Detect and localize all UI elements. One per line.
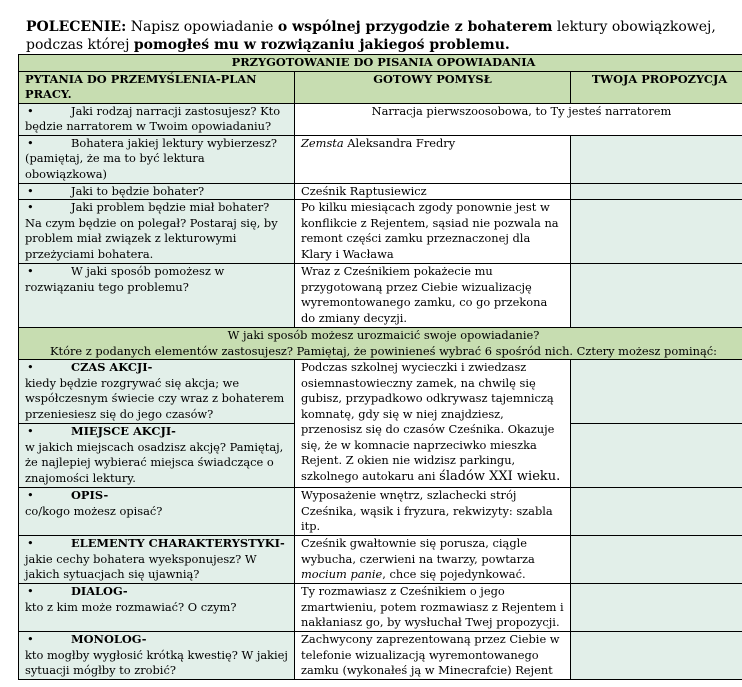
question-cell: • Jaki problem będzie miał bohater? Na czym będzie on polegał? Postaraj się, by problem miał związek z lekturowymi przeżyciami bohatera. xyxy=(19,200,295,264)
table-row xyxy=(19,536,742,584)
element-cell-description: • OPIS- co/kogo możesz opisać? xyxy=(19,488,295,536)
proposal-cell[interactable] xyxy=(571,360,742,424)
proposal-cell[interactable] xyxy=(571,135,742,183)
proposal-cell[interactable] xyxy=(571,536,742,584)
element-cell-place: • MIEJSCE AKCJI- w jakich miejscach osadzisz akcję? Pamiętaj, że najlepiej wybierać miejsca świadczące o znajomości lektury. xyxy=(19,424,295,488)
table-row xyxy=(19,632,742,680)
idea-cell: Zachwycony zaprezentowaną przez Ciebie w telefonie wizualizacją wyremontowanego zamku (wykonałeś ją w Minecrafcie) Rejent xyxy=(295,632,571,680)
proposal-cell[interactable] xyxy=(571,183,742,200)
header-questions: PYTANIA DO PRZEMYŚLENIA-PLAN PRACY. xyxy=(19,71,295,103)
idea-cell: Narracja pierwszoosobowa, to Ty jesteś narratorem xyxy=(295,103,742,135)
question-cell: • Jaki rodzaj narracji zastosujesz? Kto będzie narratorem w Twoim opowiadaniu? xyxy=(19,103,295,135)
question-cell: • Jaki to będzie bohater? xyxy=(19,183,295,200)
idea-cell: Zemsta Aleksandra Fredry xyxy=(295,135,571,183)
idea-cell: Cześnik Raptusiewicz xyxy=(295,183,571,200)
table-row xyxy=(19,488,742,536)
preparation-table xyxy=(18,54,742,680)
table-row xyxy=(19,103,742,135)
idea-cell: Ty rozmawiasz z Cześnikiem o jego zmartwieniu, potem rozmawiasz z Rejentem i nakłaniasz go, by wysłuchał Twej propozycji. xyxy=(295,584,571,632)
proposal-cell[interactable] xyxy=(571,200,742,264)
element-cell-characteristics: • ELEMENTY CHARAKTERYSTYKI- jakie cechy bohatera wyeksponujesz? W jakich sytuacjach się ujawnią? xyxy=(19,536,295,584)
header-ready-idea: GOTOWY POMYSŁ xyxy=(295,71,571,103)
table-row xyxy=(19,135,742,183)
table-title: PRZYGOTOWANIE DO PISANIA OPOWIADANIA xyxy=(19,55,742,72)
header-your-proposal: TWOJA PROPOZYCJA xyxy=(571,71,742,103)
table-row xyxy=(19,200,742,264)
section-header: W jaki sposób możesz urozmaicić swoje opowiadanie? Które z podanych elementów zastosujesz? Pamiętaj, że powinieneś wybrać 6 spośród nich. Cztery możesz pominąć: xyxy=(19,328,742,360)
proposal-cell[interactable] xyxy=(571,632,742,680)
table-row xyxy=(19,584,742,632)
assignment-instruction: POLECENIE: Napisz opowiadanie o wspólnej przygodzie z bohaterem lektury obowiązkowej, podczas której pomogłeś mu w rozwiązaniu jakiegoś problemu. xyxy=(26,19,716,53)
question-cell: • W jaki sposób pomożesz w rozwiązaniu tego problemu? xyxy=(19,264,295,328)
idea-cell: Wraz z Cześnikiem pokażecie mu przygotowaną przez Ciebie wizualizację wyremontowanego zamku, co go przekona do zmiany decyzji. xyxy=(295,264,571,328)
proposal-cell[interactable] xyxy=(571,264,742,328)
idea-cell: Cześnik gwałtownie się porusza, ciągle wybucha, czerwieni na twarzy, powtarza mocium panie, chce się pojedynkować. xyxy=(295,536,571,584)
idea-cell: Po kilku miesiącach zgody ponownie jest w konflikcie z Rejentem, sąsiad nie pozwala na remont części zamku przeznaczonej dla Klary i Wacława xyxy=(295,200,571,264)
table-row xyxy=(19,183,742,200)
table-row xyxy=(19,264,742,328)
proposal-cell[interactable] xyxy=(571,584,742,632)
element-cell-monolog: • MONOLOG- kto mogłby wygłosić krótką kwestię? W jakiej sytuacji mógłby to zrobić? xyxy=(19,632,295,680)
question-cell: • Bohatera jakiej lektury wybierzesz? (pamiętaj, że ma to być lektura obowiązkowa) xyxy=(19,135,295,183)
section-header-row xyxy=(19,328,742,360)
instruction-label: POLECENIE: xyxy=(26,19,127,35)
proposal-cell[interactable] xyxy=(571,488,742,536)
proposal-cell[interactable] xyxy=(571,424,742,488)
table-row xyxy=(19,360,742,424)
idea-cell-time-place: Podczas szkolnej wycieczki i zwiedzasz osiemnastowieczny zamek, na chwilę się gubisz, przypadkowo odkrywasz tajemniczą komnatę, gdy się w niej znajdziesz, przenosisz się do czasów Cześnika. Okazuje się, że w komnacie naprzeciwko mieszka Rejent. Z okien nie widzisz parkingu, szkolnego autokaru ani śladów XXI wieku. xyxy=(295,360,571,488)
element-cell-dialog: • DIALOG- kto z kim może rozmawiać? O czym? xyxy=(19,584,295,632)
element-cell-time: • CZAS AKCJI- kiedy będzie rozgrywać się akcja; we współczesnym świecie czy wraz z bohaterem przeniesiesz się do jego czasów? xyxy=(19,360,295,424)
idea-cell: Wyposażenie wnętrz, szlachecki strój Cześnika, wąsik i fryzura, rekwizyty: szabla itp. xyxy=(295,488,571,536)
